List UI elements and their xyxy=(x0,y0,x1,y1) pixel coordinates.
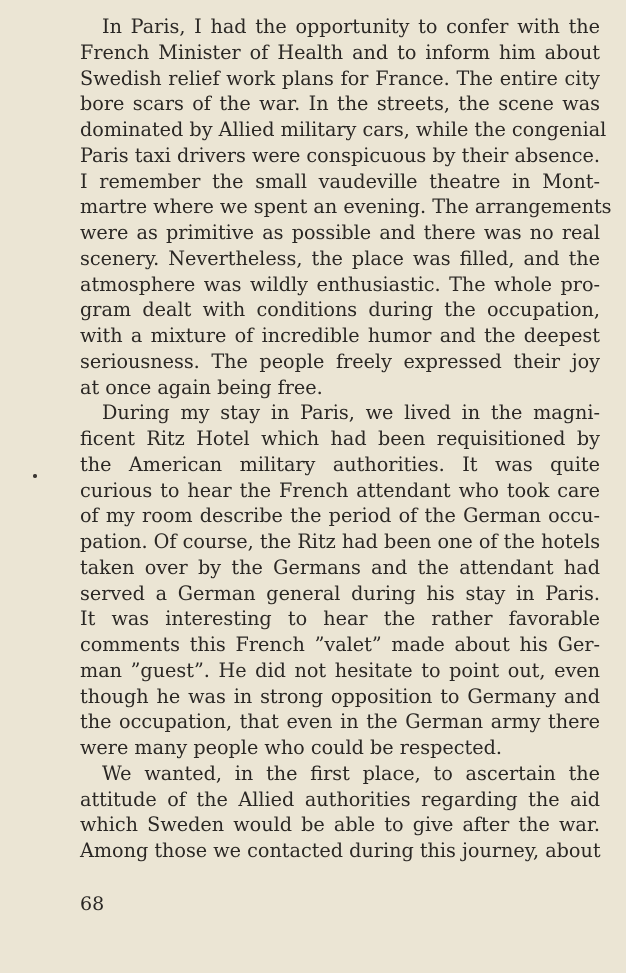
text-line: Paris taxi drivers were conspicuous by their absence. xyxy=(80,143,600,167)
text-line: ficent Ritz Hotel which had been requisitioned by xyxy=(80,427,600,450)
text-line: were many people who could be respected. xyxy=(80,736,502,759)
ink-speck xyxy=(33,474,37,478)
text-line: pation. Of course, the Ritz had been one of the hotels xyxy=(80,530,601,553)
text-line: the American military authorities. It was quite xyxy=(80,452,600,476)
text-line: taken over by the Germans and the attendant had xyxy=(80,555,600,579)
text-line: at once again being free. xyxy=(80,375,323,399)
text-line: bore scars of the war. In the streets, the scene was xyxy=(80,92,600,116)
text-line: of my room describe the period of the German occu- xyxy=(80,504,600,528)
text-line: gram dealt with conditions during the occupation, xyxy=(80,298,600,322)
text-line: Swedish relief work plans for France. The entire city xyxy=(80,66,600,90)
text-line: In Paris, I had the opportunity to confer with the xyxy=(102,15,600,38)
text-line: which Sweden would be able to give after the war. xyxy=(80,813,600,837)
text-line: were as primitive as possible and there was no real xyxy=(80,221,600,244)
text-line: with a mixture of incredible humor and the deepest xyxy=(80,324,600,347)
text-line: We wanted, in the first place, to ascertain the xyxy=(102,761,600,785)
body-text xyxy=(80,14,612,864)
text-line: During my stay in Paris, we lived in the magni- xyxy=(102,401,600,425)
text-line: seriousness. The people freely expressed their joy xyxy=(80,349,600,373)
page-number: 68 xyxy=(80,893,105,915)
text-line: atmosphere was wildly enthusiastic. The whole pro- xyxy=(80,272,600,296)
text-line: scenery. Nevertheless, the place was filled, and the xyxy=(80,246,600,270)
text-line: man ”guest”. He did not hesitate to point out, even xyxy=(80,658,600,682)
text-line: served a German general during his stay in Paris. xyxy=(80,581,600,605)
text-line: It was interesting to hear the rather favorable xyxy=(80,607,600,631)
text-line: I remember the small vaudeville theatre in Mont- xyxy=(80,169,600,193)
text-line: curious to hear the French attendant who took care xyxy=(80,478,600,502)
text-line: dominated by Allied military cars, while the congenial xyxy=(80,118,607,141)
text-line: Among those we contacted during this journey, about xyxy=(80,839,601,862)
text-line: French Minister of Health and to inform him about xyxy=(80,40,600,64)
text-line: martre where we spent an evening. The arrangements xyxy=(80,195,612,219)
text-line: attitude of the Allied authorities regarding the aid xyxy=(80,787,600,811)
text-line: comments this French ”valet” made about his Ger- xyxy=(80,633,600,656)
text-line: the occupation, that even in the German army there xyxy=(80,710,600,734)
text-line: though he was in strong opposition to Germany and xyxy=(80,684,600,708)
